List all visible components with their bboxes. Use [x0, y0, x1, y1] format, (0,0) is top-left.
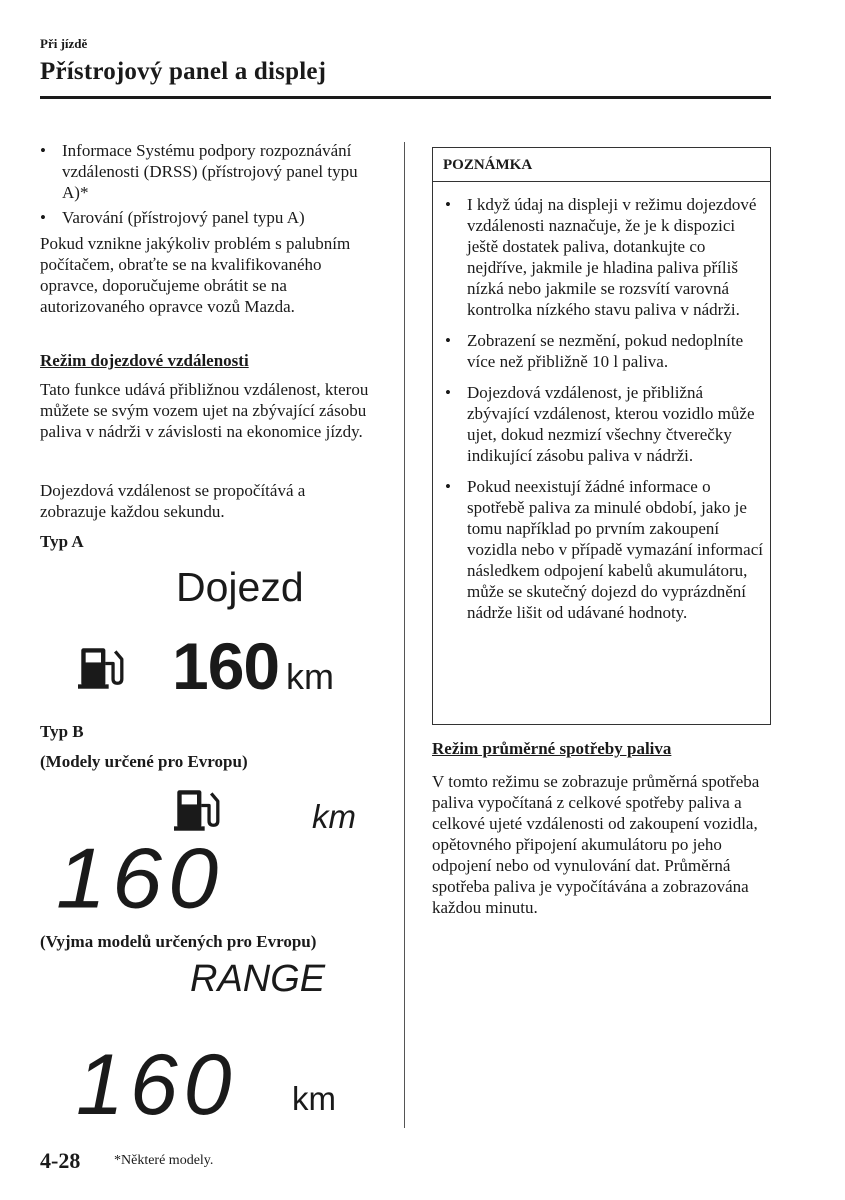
section-heading-average: Režim průměrné spotřeby paliva: [432, 739, 672, 758]
fuel-pump-icon: [76, 646, 126, 692]
range-unit: km: [286, 656, 334, 697]
type-a-label: Typ A: [40, 532, 84, 551]
list-item: • Pokud neexistují žádné informace o spotřebě paliva za minulé období, jako je tomu například po prvním zakoupení vozidla nebo v případě vymazání informací následkem odpojení kabelů akumulátoru, může se skutečný dojezd do vyprázdnění nádrže lišit od udávané hodnoty.: [445, 476, 763, 623]
list-item: • Varování (přístrojový panel typu A): [40, 207, 380, 228]
display-title: Dojezd: [176, 564, 304, 610]
non-eu-range-unit: km: [292, 1080, 336, 1117]
paragraph: Dojezdová vzdálenost se propočítává a zobrazuje každou sekundu.: [40, 481, 306, 521]
section-label: Při jízdě: [40, 36, 88, 51]
type-b-non-eu-subtitle: (Vyjma modelů určených pro Evropu): [40, 932, 317, 951]
eu-range-value: 160: [56, 831, 225, 927]
column-divider: [404, 142, 405, 1128]
note-box: [432, 147, 771, 725]
note-list: [445, 194, 763, 633]
paragraph: V tomto režimu se zobrazuje průměrná spotřeba paliva vypočítaná z celkové spotřeby paliva a celkové ujeté vzdálenosti od zakoupení vozidla, opětovného připojení akumulátoru po jeho odpojení nebo od vynulování dat. Průměrná spotřeba paliva je vypočítávána a zobrazována každou minutu.: [432, 772, 760, 917]
non-eu-range-value: 160: [76, 1037, 238, 1133]
page-title: Přístrojový panel a displej: [40, 58, 327, 85]
footnote: *Některé modely.: [114, 1153, 214, 1168]
eu-range-unit: km: [312, 798, 356, 835]
section-heading-range: Režim dojezdové vzdálenosti: [40, 351, 249, 370]
list-item: • I když údaj na displeji v režimu dojezdové vzdálenosti naznačuje, že je k dispozici ještě dostatek paliva, dotankujte co nejdříve, jakmile je hladina paliva příliš nízká nebo jakmile se rozsvítí varovná kontrolka nízkého stavu paliva v nádrži.: [445, 194, 763, 320]
fuel-pump-icon: [172, 788, 222, 834]
title-rule: [40, 96, 771, 99]
paragraph: Pokud vznikne jakýkoliv problém s palubním počítačem, obraťte se na kvalifikovaného opravce, doporučujeme obrátit se na autorizovaného opravce vozů Mazda.: [40, 234, 351, 316]
page-number: 4-28: [40, 1148, 81, 1173]
left-column-intro: [40, 140, 380, 317]
type-b-label: Typ B: [40, 722, 84, 741]
range-value: 160: [172, 629, 280, 703]
list-item: • Informace Systému podpory rozpoznávání vzdálenosti (DRSS) (přístrojový panel typu A)*: [40, 140, 380, 203]
list-item: • Dojezdová vzdálenost, je přibližná zbývající vzdálenost, kterou vozidlo může ujet, dokud nezmizí všechny čtverečky indikující zásobu paliva v nádrži.: [445, 382, 763, 466]
note-title: POZNÁMKA: [433, 148, 770, 182]
paragraph: Tato funkce udává přibližnou vzdálenost, kterou můžete se svým vozem ujet na zbývající zásobu paliva v nádrži v závislosti na ekonomice jízdy.: [40, 380, 369, 441]
type-b-eu-subtitle: (Modely určené pro Evropu): [40, 752, 248, 771]
list-item: • Zobrazení se nezmění, pokud nedoplníte více než přibližně 10 l paliva.: [445, 330, 763, 372]
range-label: RANGE: [190, 958, 326, 1000]
